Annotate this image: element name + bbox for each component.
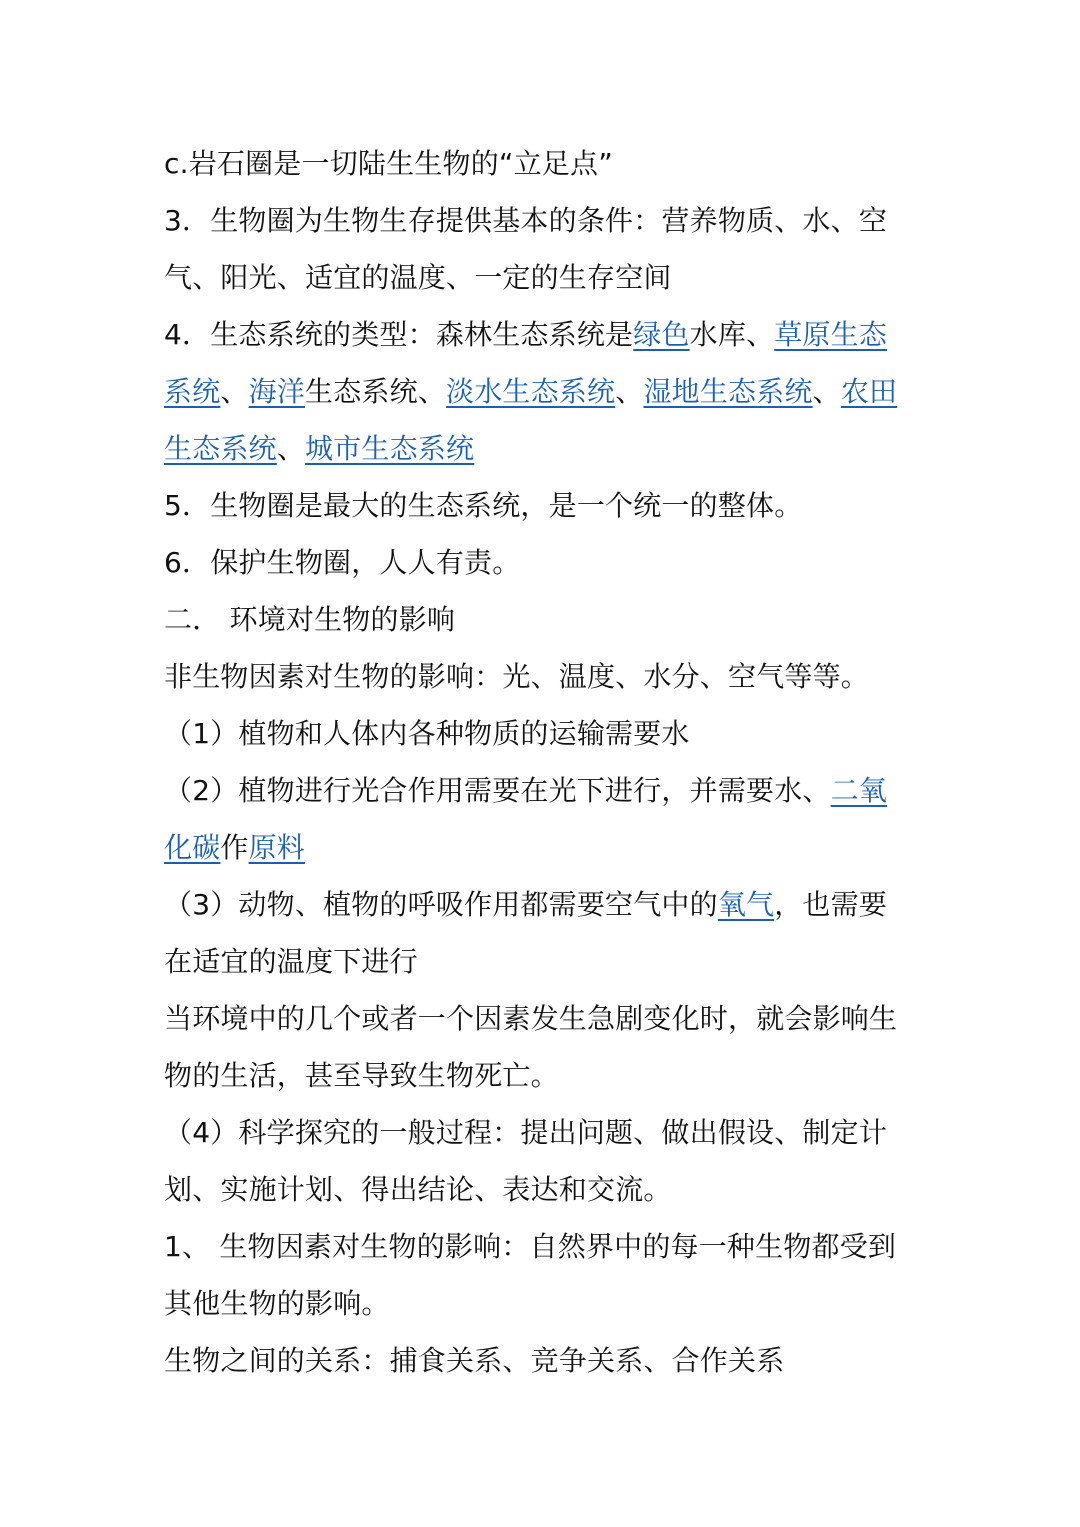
text-segment: ，也需要 xyxy=(774,888,888,921)
text-line xyxy=(164,477,920,534)
hyperlink[interactable]: 淡水生态系统 xyxy=(446,375,616,408)
text-line xyxy=(164,648,920,705)
hyperlink[interactable]: 化碳 xyxy=(164,831,221,864)
text-segment: 在适宜的温度下进行 xyxy=(164,945,418,978)
text-segment: 气、阳光、适宜的温度、一定的生存空间 xyxy=(164,261,672,294)
text-segment: （1）植物和人体内各种物质的运输需要水 xyxy=(164,717,690,750)
text-line xyxy=(164,420,920,477)
hyperlink[interactable]: 农田 xyxy=(840,375,898,408)
text-segment: （4）科学探究的一般过程：提出问题、做出假设、制定计 xyxy=(164,1116,888,1149)
text-segment: 二． 环境对生物的影响 xyxy=(164,603,456,636)
hyperlink[interactable]: 绿色 xyxy=(633,318,690,351)
text-segment: 、 xyxy=(276,432,306,465)
text-line xyxy=(164,591,920,648)
text-line xyxy=(164,1275,920,1332)
text-segment: 4．生态系统的类型：森林生态系统是 xyxy=(164,318,634,351)
text-line xyxy=(164,306,920,363)
hyperlink[interactable]: 系统 xyxy=(164,375,221,408)
text-segment: 3．生物圈为生物生存提供基本的条件：营养物质、水、空 xyxy=(164,204,888,237)
hyperlink[interactable]: 氧气 xyxy=(717,888,775,921)
text-line xyxy=(164,249,920,306)
text-line xyxy=(164,876,920,933)
text-segment: （3）动物、植物的呼吸作用都需要空气中的 xyxy=(164,888,718,921)
hyperlink[interactable]: 湿地生态系统 xyxy=(643,375,813,408)
text-segment: 5．生物圈是最大的生态系统，是一个统一的整体。 xyxy=(164,489,803,522)
text-line xyxy=(164,933,920,990)
hyperlink[interactable]: 生态系统 xyxy=(164,432,277,465)
text-line xyxy=(164,990,920,1047)
document-body xyxy=(164,135,920,1389)
text-segment: 生物之间的关系：捕食关系、竞争关系、合作关系 xyxy=(164,1344,785,1377)
text-segment: 1、 生物因素对生物的影响：自然界中的每一种生物都受到 xyxy=(164,1230,897,1263)
hyperlink[interactable]: 草原生态 xyxy=(774,318,888,351)
text-line xyxy=(164,1332,920,1389)
text-segment: c.岩石圈是一切陆生生物的“立足点” xyxy=(164,147,613,180)
text-line xyxy=(164,192,920,249)
text-line xyxy=(164,705,920,762)
text-segment: 其他生物的影响。 xyxy=(164,1287,390,1320)
text-segment: 作 xyxy=(220,831,249,864)
text-line xyxy=(164,135,920,192)
hyperlink[interactable]: 城市生态系统 xyxy=(305,432,475,465)
text-line xyxy=(164,363,920,420)
text-line xyxy=(164,1161,920,1218)
text-segment: 、 xyxy=(220,375,249,408)
text-segment: 生态系统、 xyxy=(305,375,447,408)
text-segment: 非生物因素对生物的影响：光、温度、水分、空气等等。 xyxy=(164,660,870,693)
text-segment: 6．保护生物圈，人人有责。 xyxy=(164,546,521,579)
text-segment: 物的生活，甚至导致生物死亡。 xyxy=(164,1059,559,1092)
hyperlink[interactable]: 原料 xyxy=(248,831,306,864)
text-segment: 划、实施计划、得出结论、表达和交流。 xyxy=(164,1173,672,1206)
text-line xyxy=(164,1218,920,1275)
text-line xyxy=(164,762,920,819)
text-segment: 当环境中的几个或者一个因素发生急剧变化时，就会影响生 xyxy=(164,1002,898,1035)
text-segment: （2）植物进行光合作用需要在光下进行，并需要水、 xyxy=(164,774,831,807)
hyperlink[interactable]: 二氧 xyxy=(830,774,888,807)
text-segment: 、 xyxy=(812,375,841,408)
text-line xyxy=(164,534,920,591)
hyperlink[interactable]: 海洋 xyxy=(248,375,306,408)
text-line xyxy=(164,1047,920,1104)
text-line xyxy=(164,1104,920,1161)
text-segment: 水库、 xyxy=(689,318,775,351)
text-line xyxy=(164,819,920,876)
text-segment: 、 xyxy=(615,375,644,408)
